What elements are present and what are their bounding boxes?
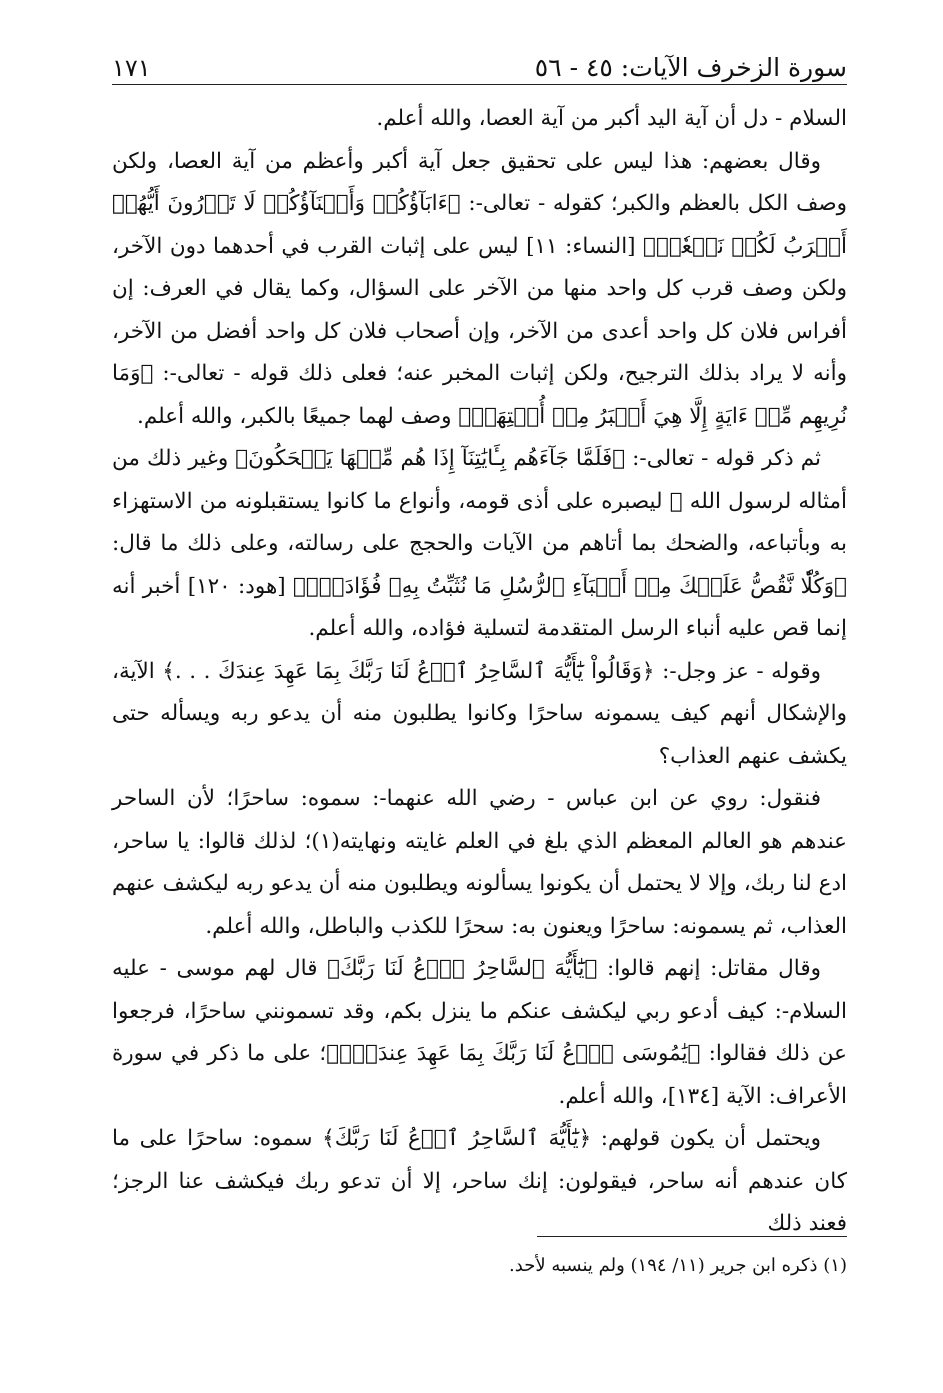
page-header	[112, 34, 847, 82]
footnote: (١) ذكره ابن جرير (١١/ ١٩٤) ولم ينسبه لأحد.	[509, 1255, 847, 1276]
paragraph: فنقول: روي عن ابن عباس - رضي الله عنهما-: سموه: ساحرًا؛ لأن الساحر عندهم هو العالم المعظم الذي بلغ في العلم غايته ونهايته(١)؛ لذلك قالوا: يا ساحر، ادع لنا ربك، وإلا لا يحتمل أن يكونوا يسألونه ويطلبون منه أن يدعو ربه ليكشف عنهم العذاب، ثم يسمونه: ساحرًا ويعنون به: سحرًا للكذب والباطل، والله أعلم.	[112, 786, 847, 939]
main-text	[112, 98, 847, 1246]
paragraph: ثم ذكر قوله - تعالى-: ﴿فَلَمَّا جَآءَهُم بِـَٔايَٰتِنَآ إِذَا هُم مِّنۡهَا يَضۡحَكُونَ﴾ وغير ذلك من أمثاله لرسول الله ﷺ ليصبره على أذى قومه، وأنواع ما كانوا يستقبلونه من الاستهزاء به وبأتباعه، والضحك بما أتاهم من الآيات والحجج على رسالته، وعلى ذلك ما قال: ﴿وَكُلّٗا نَّقُصُّ عَلَيۡكَ مِنۡ أَنۢبَآءِ ٱلرُّسُلِ مَا نُثَبِّتُ بِهِۦ فُؤَادَكَۚ﴾ [هود: ١٢٠] أخبر أنه إنما قص عليه أنباء الرسل المتقدمة لتسلية فؤاده، والله أعلم.	[112, 446, 847, 641]
surah-title: سورة الزخرف الآيات: ٤٥ - ٥٦	[534, 53, 847, 82]
header-rule	[112, 84, 847, 85]
paragraph: وقوله - عز وجل-: ﴿وَقَالُواْ يَٰٓأَيُّهَ ٱلسَّاحِرُ ٱدۡعُ لَنَا رَبَّكَ بِمَا عَهِدَ عِندَكَ . . .﴾ الآية، والإشكال أنهم كيف يسمونه ساحرًا وكانوا يطلبون منه أن يدعو ربه ويسأله حتى يكشف عنهم العذاب؟	[112, 658, 847, 769]
footnote-rule	[537, 1236, 847, 1237]
page-number: ١٧١	[112, 54, 151, 82]
paragraph: وقال مقاتل: إنهم قالوا: ﴿يَٰٓأَيُّهَ ٱلسَّاحِرُ ٱدۡعُ لَنَا رَبَّكَ﴾ قال لهم موسى - عليه السلام-: كيف أدعو ربي ليكشف عنكم ما ينزل بكم، وقد تسمونني ساحرًا، فرجعوا عن ذلك فقالوا: ﴿يَٰمُوسَى ٱدۡعُ لَنَا رَبَّكَ بِمَا عَهِدَ عِندَكَۖ﴾؛ على ما ذكر في سورة الأعراف: الآية [١٣٤]، والله أعلم.	[112, 956, 847, 1109]
paragraph: وقال بعضهم: هذا ليس على تحقيق جعل آية أكبر وأعظم من آية العصا، ولكن وصف الكل بالعظم والكبر؛ كقوله - تعالى-: ﴿ءَابَآؤُكُمۡ وَأَبۡنَآؤُكُمۡ لَا تَدۡرُونَ أَيُّهُمۡ أَقۡرَبُ لَكُمۡ نَفۡعٗاۚ﴾ [النساء: ١١] ليس على إثبات القرب في أحدهما دون الآخر، ولكن وصف قرب كل واحد منها من الآخر على السؤال، وكما يقال في العرف: إن أفراس فلان كل واحد أعدى من الآخر، وإن أصحاب فلان كل واحد أفضل من الآخر، وأنه لا يراد بذلك الترجيح، ولكن إثبات المخبر عنه؛ فعلى ذلك قوله - تعالى-: ﴿وَمَا نُرِيهِم مِّنۡ ءَايَةٍ إِلَّا هِيَ أَكۡبَرُ مِنۡ أُخۡتِهَاۖ﴾ وصف لهما جميعًا بالكبر، والله أعلم.	[112, 148, 847, 429]
paragraph: ويحتمل أن يكون قولهم: ﴿يَٰٓأَيُّهَ ٱلسَّاحِرُ ٱدۡعُ لَنَا رَبَّكَ﴾ سموه: ساحرًا على ما كان عندهم أنه ساحر، فيقولون: إنك ساحر، إلا أن تدعو ربك فيكشف عنا الرجز؛ فعند ذلك	[112, 1126, 847, 1236]
paragraph: السلام - دل أن آية اليد أكبر من آية العصا، والله أعلم.	[376, 106, 847, 131]
